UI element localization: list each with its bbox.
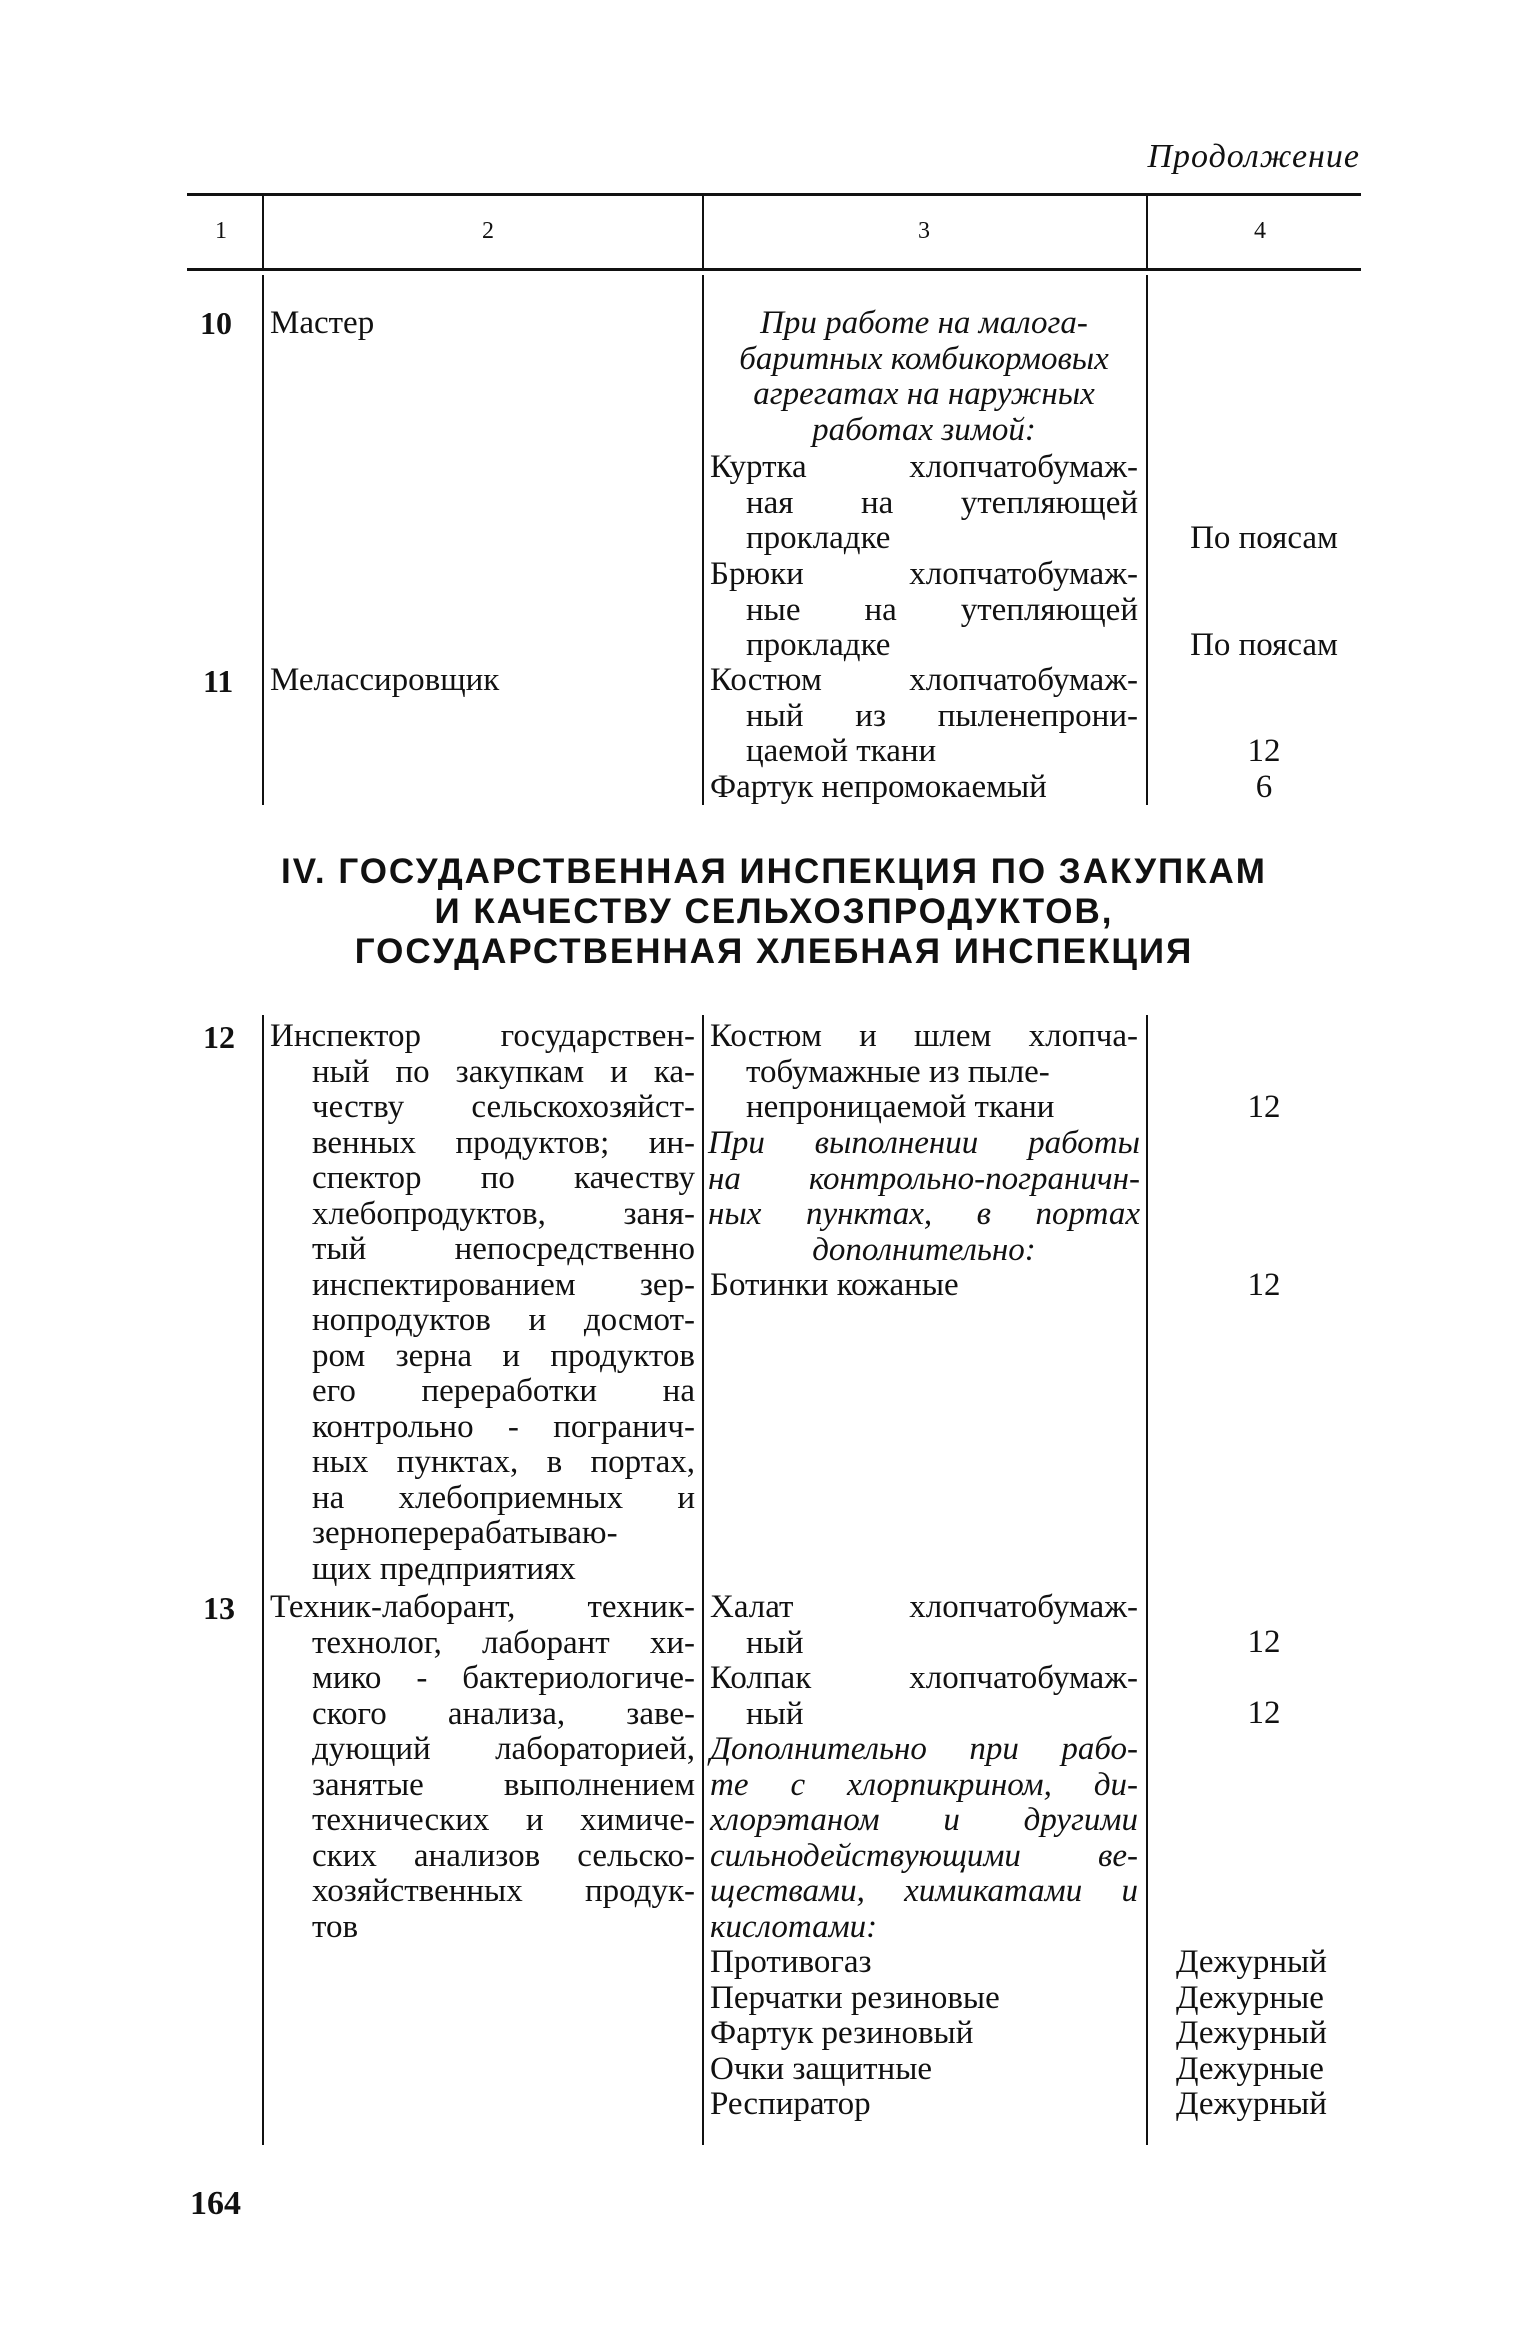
wear-term: По поясам xyxy=(1190,520,1338,556)
wear-term: 12 xyxy=(1247,1089,1281,1125)
equipment-terms xyxy=(1176,1945,1366,2123)
wear-term: Дежурные xyxy=(1176,2050,1324,2087)
work-condition: При выполнении работы на контрольно-пограничн- ных пунктах, в портах дополнительно: xyxy=(708,1125,1140,1268)
list-item: Очки защитные xyxy=(710,2050,933,2087)
row-number: 11 xyxy=(203,663,234,699)
header-divider-3 xyxy=(1146,193,1148,268)
position-cell: Техник-лаборант, техник- технолог, лаборант хи- мико - бактериологиче- ского анализа, заве- дующий лабораторией, занятые выполнением технических и химиче- ских анализов сельско- хозяйственных продук- тов xyxy=(270,1589,695,1945)
header-bottom-rule xyxy=(187,268,1361,271)
table-divider-2 xyxy=(702,1015,704,2145)
clothing-item: Халат хлопчатобумаж- ный xyxy=(710,1589,1138,1661)
list-item: Респиратор xyxy=(710,2086,871,2122)
table-divider-3 xyxy=(1146,275,1148,805)
row-number: 12 xyxy=(203,1019,235,1055)
clothing-item: Колпак хлопчатобумаж- ный xyxy=(710,1660,1138,1732)
wear-term: 12 xyxy=(1247,733,1281,769)
work-condition: При работе на малога- баритных комбикормовых агрегатах на наружных работах зимой: xyxy=(739,305,1109,448)
table-divider-2 xyxy=(702,275,704,805)
clothing-item: Брюки хлопчатобумаж- ные на утепляющей прокладке xyxy=(710,556,1138,663)
position-cell: Инспектор государствен- ный по закупкам и ка- честву сельскохозяйст- венных продуктов; ин- спектор по качеству хлебопродуктов, заня- тый непосредственно инспектированием зер- нопродуктов и досмот- ром зерна и продуктов его переработки на контрольно - погранич- ных пунктах, в портах, на хлебоприемных и зерноперерабатываю- щих предприятиях xyxy=(270,1018,695,1587)
list-item: Перчатки резиновые xyxy=(710,1979,1000,2016)
list-item: Фартук резиновый xyxy=(710,2015,974,2051)
continuation-label: Продолжение xyxy=(1147,138,1360,175)
clothing-item: Ботинки кожаные xyxy=(710,1267,959,1303)
wear-term: По поясам xyxy=(1190,627,1338,663)
clothing-item: Костюм хлопчатобумаж- ный из пыленепрони- цаемой ткани xyxy=(710,662,1138,769)
table-divider-3 xyxy=(1146,1015,1148,2145)
column-number-2: 2 xyxy=(482,218,494,244)
list-item: Противогаз xyxy=(710,1944,872,1980)
work-condition: Дополнительно при рабо- те с хлорпикрином, ди- хлорэтаном и другими сильнодействующими ве- ществами, химикатами и кислотами: xyxy=(710,1731,1138,1945)
column-number-4: 4 xyxy=(1254,218,1266,244)
position-cell: Мелассировщик xyxy=(270,662,500,698)
wear-term: 12 xyxy=(1247,1624,1281,1660)
wear-term: Дежурный xyxy=(1176,2015,1327,2051)
wear-term: Дежурный xyxy=(1176,1944,1327,1980)
wear-term: Дежурные xyxy=(1176,1979,1324,2016)
header-divider-1 xyxy=(262,193,264,268)
clothing-item: Куртка хлопчатобумаж- ная на утепляющей прокладке xyxy=(710,449,1138,556)
equipment-list xyxy=(710,1945,1138,2123)
page-number: 164 xyxy=(190,2185,241,2222)
wear-term: Дежурный xyxy=(1176,2086,1327,2122)
table-divider-1 xyxy=(262,1015,264,2145)
row-number: 13 xyxy=(203,1590,235,1626)
row-number: 10 xyxy=(200,305,232,341)
wear-term: 6 xyxy=(1255,769,1273,805)
clothing-item: Костюм и шлем хлопча- тобумажные из пыле- непроницаемой ткани xyxy=(710,1018,1138,1125)
header-divider-2 xyxy=(702,193,704,268)
column-number-1: 1 xyxy=(215,218,227,244)
table-top-rule xyxy=(187,193,1361,196)
column-number-3: 3 xyxy=(918,218,930,244)
position-cell: Мастер xyxy=(270,305,375,341)
wear-term: 12 xyxy=(1247,1695,1281,1731)
section-title: IV. ГОСУДАРСТВЕННАЯ ИНСПЕКЦИЯ ПО ЗАКУПКАМ И КАЧЕСТВУ СЕЛЬХОЗПРОДУКТОВ, ГОСУДАРСТВЕННАЯ ХЛЕБНАЯ ИНСПЕКЦИЯ xyxy=(281,852,1267,971)
wear-term: 12 xyxy=(1247,1267,1281,1303)
table-divider-1 xyxy=(262,275,264,805)
clothing-item: Фартук непромокаемый xyxy=(710,769,1047,805)
